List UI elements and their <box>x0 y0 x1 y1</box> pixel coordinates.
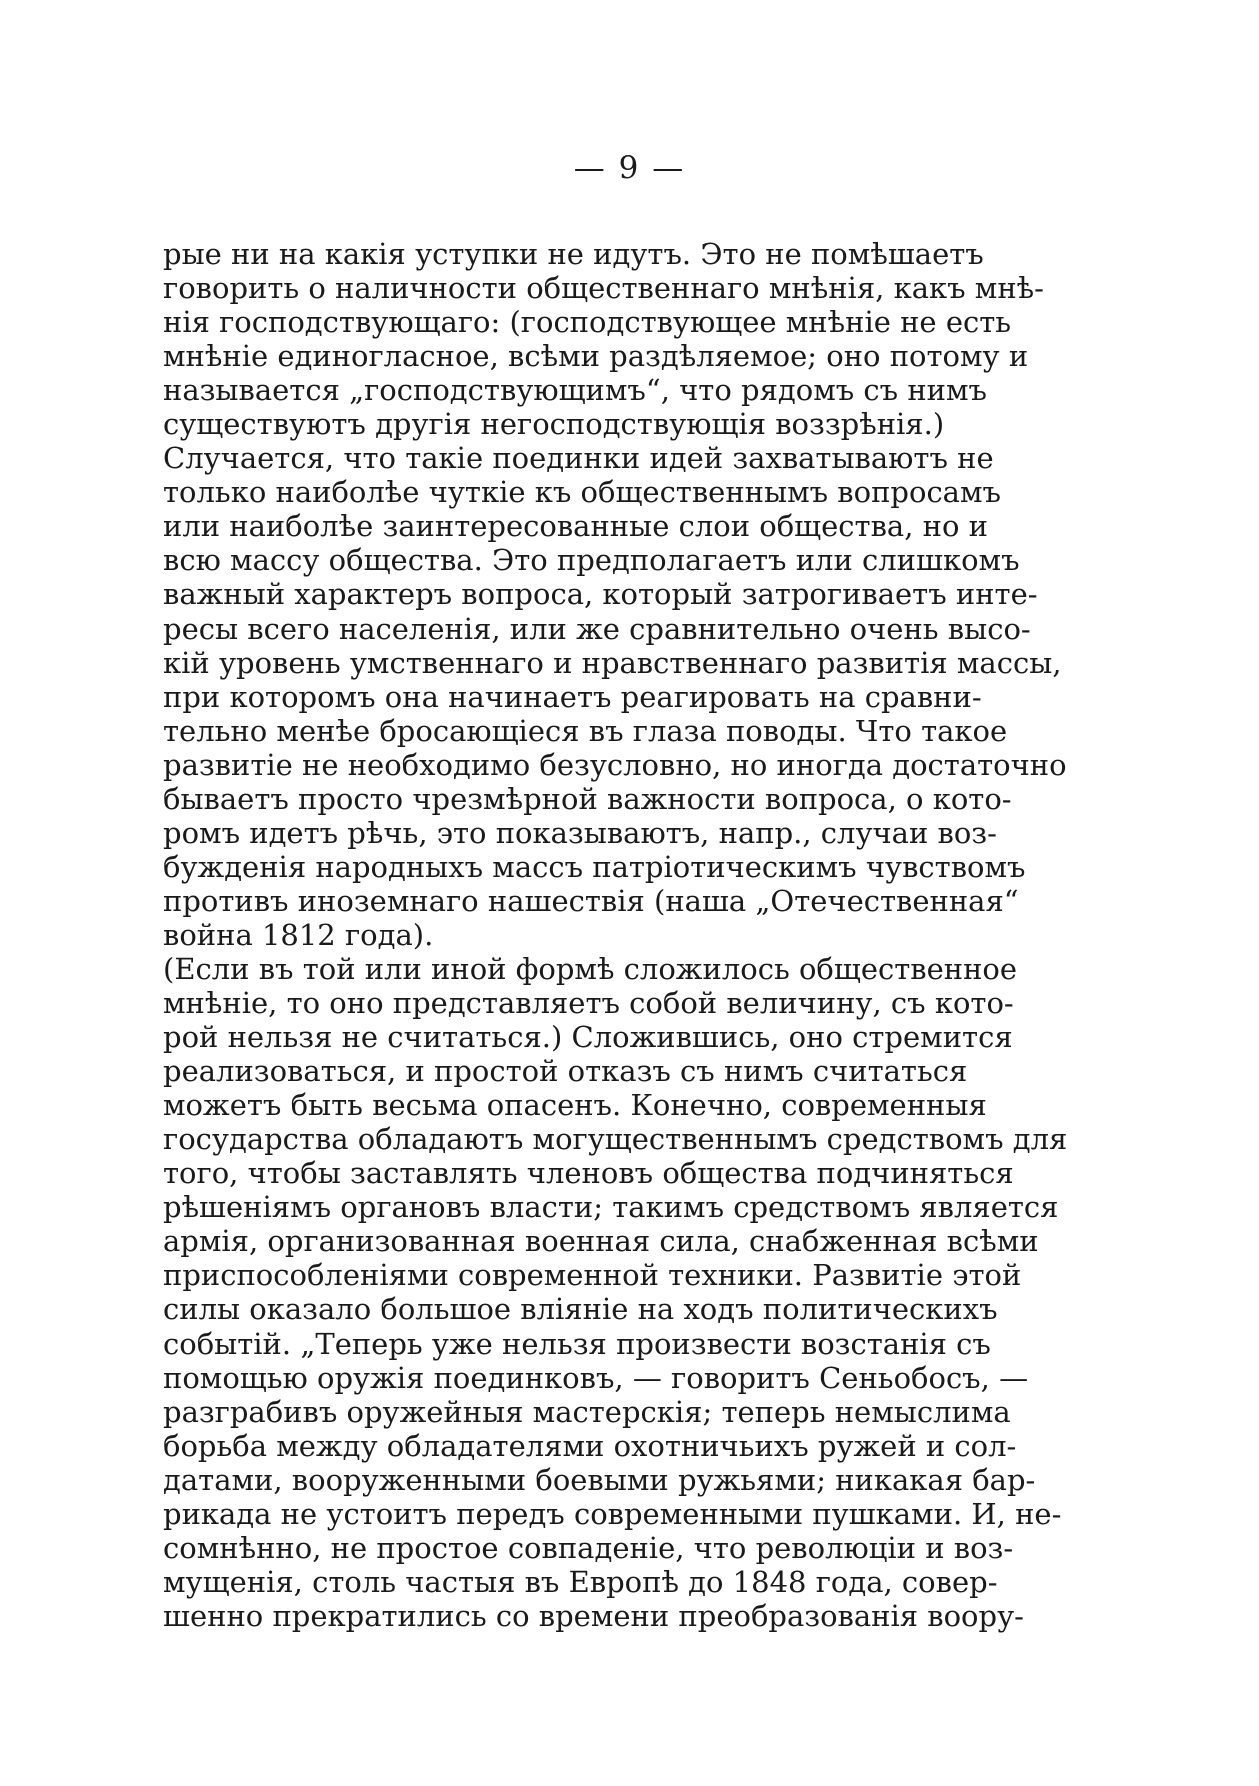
text-line: помощью оружія поединковъ, — говоритъ Сеньобосъ, — <box>163 1360 1029 1395</box>
text-line: мнѣніе, то оно представляетъ собой величину, съ кото- <box>163 986 1014 1021</box>
text-line: нія господствующаго: (господствующее мнѣніе не есть <box>163 305 1012 340</box>
text-line: говорить о наличности общественнаго мнѣнія, какъ мнѣ- <box>163 271 1044 306</box>
text-line: датами, вооруженными боевыми ружьями; никакая бар- <box>163 1462 1036 1497</box>
text-line: реализоваться, и простой отказъ съ нимъ считаться <box>163 1054 968 1089</box>
text-line: война 1812 года). <box>163 917 434 952</box>
text-line: развитіе не необходимо безусловно, но иногда достаточно <box>163 747 1067 782</box>
text-line: тельно менѣе бросающіеся въ глаза поводы. Что такое <box>163 713 1008 748</box>
body-text <box>163 237 1105 1633</box>
text-line: событій. „Теперь уже нельзя произвести возстанія съ <box>163 1326 991 1361</box>
text-line: государства обладаютъ могущественнымъ средствомъ для <box>163 1122 1068 1157</box>
text-line: рѣшеніямъ органовъ власти; такимъ средствомъ является <box>163 1190 1059 1225</box>
text-line: рые ни на какія уступки не идутъ. Это не помѣшаетъ <box>163 237 984 271</box>
text-line: существуютъ другія негосподствующія воззрѣнія.) <box>163 407 945 442</box>
text-line: сомнѣнно, не простое совпаденіе, что революціи и воз- <box>163 1530 1014 1565</box>
text-line: рикада не устоитъ передъ современными пушками. И, не- <box>163 1496 1062 1531</box>
text-line: борьба между обладателями охотничьихъ ружей и сол- <box>163 1428 1017 1463</box>
text-line: Случается, что такіе поединки идей захватываютъ не <box>163 441 994 476</box>
text-line: противъ иноземнаго нашествія (наша „Отечественная“ <box>163 883 1019 918</box>
text-line: важный характеръ вопроса, который затрогиваетъ инте- <box>163 577 1038 612</box>
text-line: ромъ идетъ рѣчь, это показываютъ, напр., случаи воз- <box>163 815 997 850</box>
text-line: бываетъ просто чрезмѣрной важности вопроса, о кото- <box>163 781 1012 816</box>
text-line: мущенія, столь частыя въ Европѣ до 1848 года, совер- <box>163 1564 998 1599</box>
page-number: — 9 — <box>573 150 686 186</box>
text-line: того, чтобы заставлять членовъ общества подчиняться <box>163 1156 1014 1191</box>
text-line: силы оказало большое вліяніе на ходъ политическихъ <box>163 1292 998 1327</box>
text-line: всю массу общества. Это предполагаетъ или слишкомъ <box>163 543 1020 578</box>
text-line: бужденія народныхъ массъ патріотическимъ чувствомъ <box>163 849 1026 884</box>
text-line: (Если въ той или иной формѣ сложилось общественное <box>163 951 1018 986</box>
text-line: армія, организованная военная сила, снабженная всѣми <box>163 1224 1039 1259</box>
text-line: приспособленіями современной техники. Развитіе этой <box>163 1258 1022 1293</box>
text-line: шенно прекратились со времени преобразованія воору- <box>163 1598 1024 1633</box>
text-line: ресы всего населенія, или же сравнительно очень высо- <box>163 611 1031 646</box>
text-line: называется „господствующимъ“, что рядомъ съ нимъ <box>163 373 988 408</box>
text-line: рой нельзя не считаться.) Сложившись, оно стремится <box>163 1020 1013 1055</box>
text-line: можетъ быть весьма опасенъ. Конечно, современныя <box>163 1088 987 1123</box>
text-line: разграбивъ оружейныя мастерскія; теперь немыслима <box>163 1394 1011 1429</box>
text-line: мнѣніе единогласное, всѣми раздѣляемое; оно потому и <box>163 339 1029 374</box>
text-line: кій уровень умственнаго и нравственнаго развитія массы, <box>163 645 1062 680</box>
text-line: только наиболѣе чуткіе къ общественнымъ вопросамъ <box>163 475 1001 510</box>
text-line: при которомъ она начинаетъ реагировать на сравни- <box>163 679 982 714</box>
text-line: или наиболѣе заинтересованные слои общества, но и <box>163 509 988 544</box>
